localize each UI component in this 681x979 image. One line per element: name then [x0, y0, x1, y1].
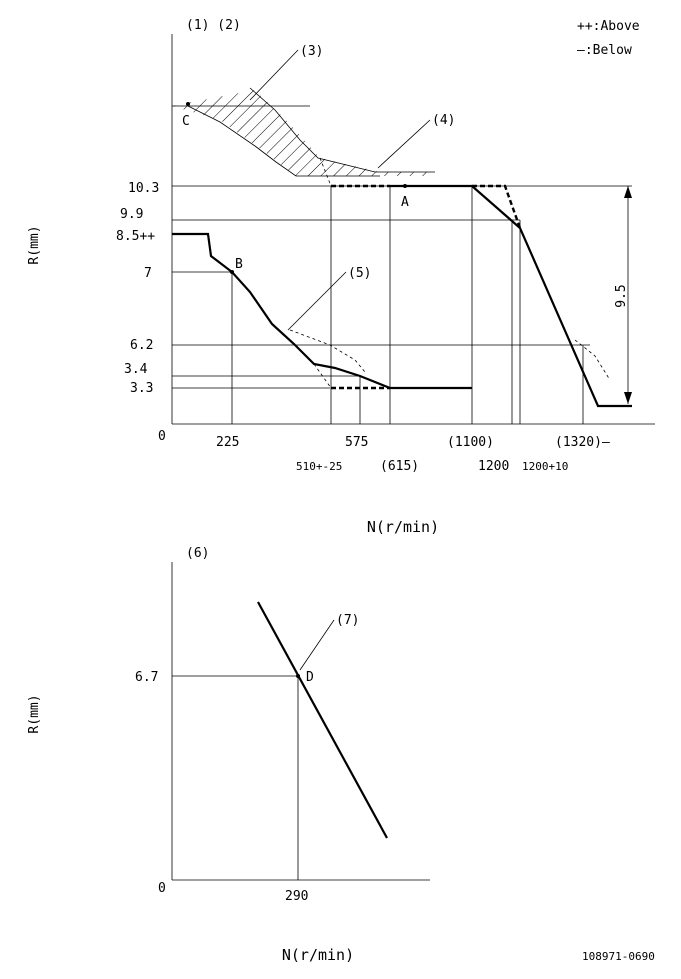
callout-4-leader: [378, 120, 430, 168]
point-c-label: C: [182, 114, 190, 129]
dimension-arrow-bottom: [624, 392, 632, 404]
bottom-x-tick: 290: [285, 889, 309, 904]
top-x-tick: 510+-25: [296, 460, 343, 473]
point-d-label: D: [306, 670, 314, 685]
dimension-label: 9.5: [614, 284, 629, 308]
dimension-arrow-top: [624, 186, 632, 198]
bottom-origin: 0: [158, 881, 166, 896]
callout-5: (5): [348, 266, 372, 281]
callout-5-leader: [288, 272, 346, 330]
top-x-tick: (615): [380, 459, 420, 474]
top-y-axis-label: R(mm): [27, 225, 42, 265]
top-x-axis-label: N(r/min): [366, 518, 440, 536]
callout-7-leader: [300, 620, 334, 670]
top-y-tick: 8.5++: [116, 229, 156, 244]
lower-curve: [172, 234, 472, 388]
bottom-chart: [27, 546, 430, 964]
point-a-label: A: [401, 195, 409, 210]
top-y-tick: 6.2: [130, 338, 154, 353]
top-y-tick: 3.3: [130, 381, 154, 396]
upper-curve: [390, 186, 632, 406]
top-x-tick: 575: [345, 435, 369, 450]
legend-above: ++:Above: [577, 19, 640, 34]
bottom-y-axis-label: R(mm): [27, 694, 42, 734]
top-chart-header: (1) (2): [186, 18, 241, 33]
point-b-label: B: [235, 257, 243, 272]
top-x-tick: 1200: [478, 459, 510, 474]
callout-4: (4): [432, 113, 456, 128]
top-x-tick: (1320)—: [555, 435, 610, 450]
legend-below: —:Below: [577, 43, 632, 58]
top-origin: 0: [158, 429, 166, 444]
callout-3: (3): [300, 44, 324, 59]
point-c-marker: [186, 102, 190, 106]
top-x-tick: 225: [216, 435, 240, 450]
footer-code: 108971-0690: [582, 950, 655, 963]
top-chart: [27, 18, 655, 536]
right-thin-dash: [575, 340, 610, 380]
top-x-tick: 1200+10: [522, 460, 569, 473]
callout-3-leader: [250, 50, 298, 100]
top-y-tick: 3.4: [124, 362, 148, 377]
point-d-marker: [296, 674, 300, 678]
top-x-tick: (1100): [447, 435, 494, 450]
top-y-tick: 7: [144, 266, 152, 281]
point-b-marker: [230, 270, 234, 274]
bottom-chart-header: (6): [186, 546, 210, 561]
bottom-x-axis-label: N(r/min): [281, 946, 355, 964]
top-y-tick: 10.3: [128, 181, 160, 196]
hatched-band: [172, 90, 435, 176]
callout-7: (7): [336, 613, 360, 628]
bottom-y-tick: 6.7: [135, 670, 159, 685]
top-y-tick: 9.9: [120, 207, 144, 222]
point-a-marker: [403, 184, 407, 188]
